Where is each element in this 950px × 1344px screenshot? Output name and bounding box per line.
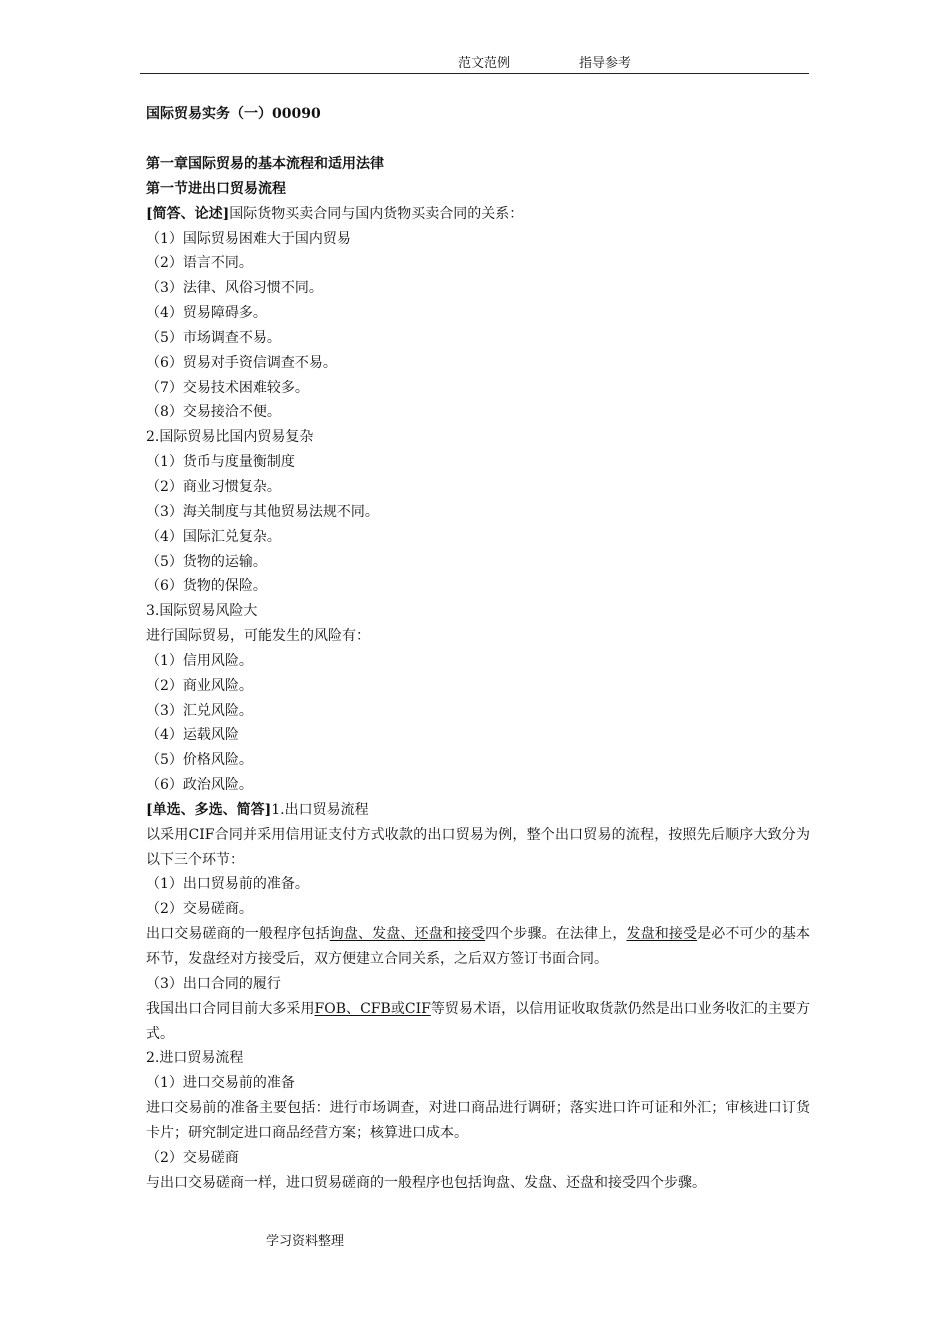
list-item: （6）贸易对手资信调查不易。 <box>146 354 337 371</box>
question-text: 1.出口贸易流程 <box>271 801 369 818</box>
paragraph <box>146 997 810 1047</box>
question-line-2 <box>146 798 810 823</box>
list-item: （7）交易技术困难较多。 <box>146 379 309 396</box>
paragraph: 进口交易前的准备主要包括：进行市场调查，对进口商品进行调研；落实进口许可证和外汇；审核进口订货卡片；研究制定进口商品经营方案；核算进口成本。 <box>146 1100 810 1141</box>
list-item: （3）出口合同的履行 <box>146 975 281 992</box>
list-item: （3）法律、风俗习惯不同。 <box>146 280 323 297</box>
paragraph: 与出口交易磋商一样，进口贸易磋商的一般程序也包括询盘、发盘、还盘和接受四个步骤。 <box>146 1174 706 1191</box>
underlined-text: 询盘、发盘、还盘和接受 <box>329 926 486 943</box>
list-item: （3）海关制度与其他贸易法规不同。 <box>146 503 379 520</box>
page-footer: 学习资料整理 <box>266 1234 345 1249</box>
list-item: （2）交易磋商 <box>146 1149 239 1166</box>
document-body <box>146 152 810 1195</box>
paragraph: 以采用CIF合同并采用信用证支付方式收款的出口贸易为例，整个出口贸易的流程，按照先后顺序大致分为以下三个环节： <box>146 826 810 868</box>
text-run: 我国出口合同目前大多采用 <box>146 1000 315 1017</box>
list-item: （5）货物的运输。 <box>146 553 267 570</box>
subsection-heading: 2.进口贸易流程 <box>146 1050 244 1067</box>
list-item: （4）运载风险 <box>146 727 239 744</box>
text-run: 四个步骤。在法律上， <box>485 926 627 943</box>
list-item: （1）进口交易前的准备 <box>146 1075 295 1092</box>
page-header <box>140 56 809 74</box>
text-run: 等贸易术语，以信用证收取货款仍然是出口业务收汇的主要方式。 <box>146 1000 810 1042</box>
subsection-heading: 3.国际贸易风险大 <box>146 603 258 620</box>
list-item: （8）交易接洽不便。 <box>146 404 281 421</box>
paragraph <box>146 922 810 972</box>
question-line-1 <box>146 202 810 227</box>
list-item: （1）货币与度量衡制度 <box>146 454 295 471</box>
subsection-heading: 2.国际贸易比国内贸易复杂 <box>146 429 314 446</box>
underlined-text: FOB、CFB或CIF <box>314 1000 431 1017</box>
list-item: （3）汇兑风险。 <box>146 702 253 719</box>
header-right-text: 指导参考 <box>579 56 632 71</box>
underlined-text: 发盘和接受 <box>626 926 698 943</box>
list-item: （2）商业习惯复杂。 <box>146 478 281 495</box>
list-item: （5）价格风险。 <box>146 752 253 769</box>
text-run: 出口交易磋商的一般程序包括 <box>146 926 330 943</box>
list-item: （6）政治风险。 <box>146 777 253 794</box>
list-item: （2）交易磋商。 <box>146 901 253 918</box>
list-item: （2）商业风险。 <box>146 677 253 694</box>
question-text: 国际货物买卖合同与国内货物买卖合同的关系： <box>229 205 524 222</box>
text-run: 是必不可少的基本环节，发盘经对方接受后，双方便建立合同关系，之后双方签订书面合同。 <box>146 926 811 967</box>
chapter-title: 第一章国际贸易的基本流程和适用法律 <box>146 156 384 172</box>
list-item: （1）出口贸易前的准备。 <box>146 876 309 893</box>
list-item: （5）市场调查不易。 <box>146 329 281 346</box>
list-item: （6）货物的保险。 <box>146 578 267 595</box>
paragraph: 进行国际贸易，可能发生的风险有： <box>146 628 370 645</box>
header-left-text: 范文范例 <box>458 56 511 71</box>
list-item: （1）信用风险。 <box>146 652 253 669</box>
question-tag: [单选、多选、简答] <box>146 801 272 818</box>
section-title: 第一节进出口贸易流程 <box>146 180 286 197</box>
document-title: 国际贸易实务（一）00090 <box>146 106 321 122</box>
question-tag: [简答、论述] <box>146 205 230 222</box>
list-item: （2）语言不同。 <box>146 255 253 272</box>
list-item: （4）国际汇兑复杂。 <box>146 528 281 545</box>
list-item: （1）国际贸易困难大于国内贸易 <box>146 230 351 247</box>
list-item: （4）贸易障碍多。 <box>146 305 267 322</box>
